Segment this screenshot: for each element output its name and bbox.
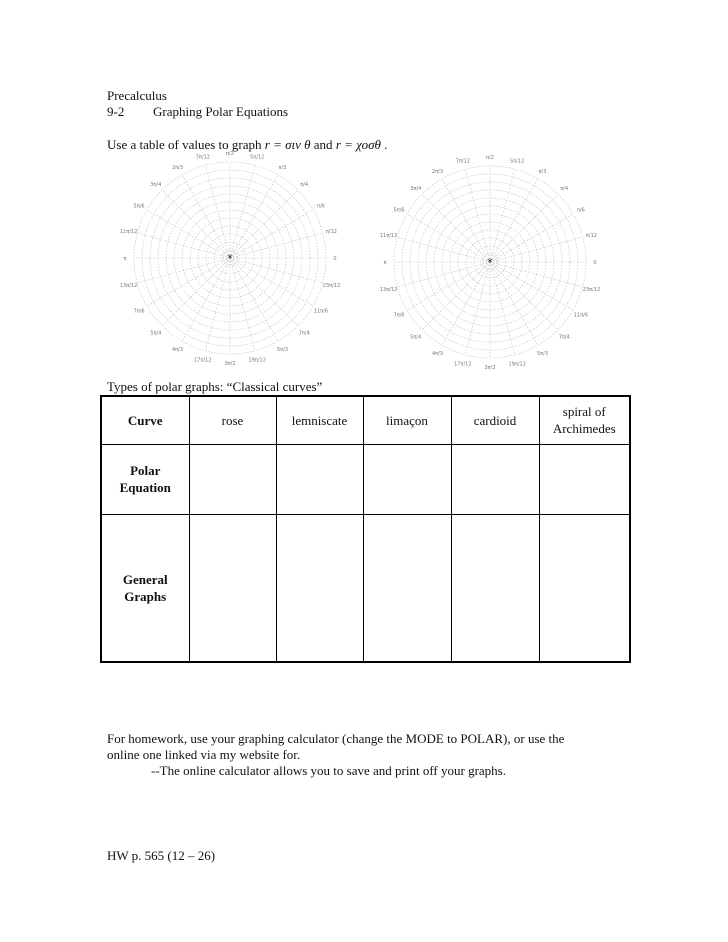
polar-right-ray (407, 262, 490, 310)
homework-line-1: For homework, use your graphing calculator (change the MODE to POLAR), or use the (107, 731, 565, 746)
polar-left-ray (182, 258, 230, 341)
polar-right-angle-label: 13π/12 (379, 287, 398, 294)
polar-right-ray (490, 262, 573, 310)
general-graphs-header-cell (101, 514, 189, 662)
polar-grid-left (105, 146, 355, 366)
polar-right-angle-label: 23π/12 (582, 287, 601, 294)
graph-cell-spiral (539, 514, 630, 662)
polar-left-angle-label: 2π/3 (171, 165, 184, 172)
polar-left-angle-label: 19π/12 (248, 357, 266, 364)
polar-right-angle-label: 7π/6 (393, 312, 405, 319)
polar-left-ray (230, 258, 255, 351)
curve-spiral-line1: spiral of (562, 404, 606, 420)
polar-right-angle-label: 11π/12 (379, 232, 398, 239)
homework-line-2: online one linked via my website for. (107, 747, 301, 762)
polar-left-center-mark: * (227, 254, 233, 264)
curve-rose: rose (189, 396, 276, 444)
polar-right-angle-label: 5π/12 (510, 158, 525, 165)
polar-equation-row (101, 444, 630, 514)
polar-right-angle-label: 7π/4 (558, 334, 570, 341)
polar-right-ray (407, 214, 490, 262)
polar-right-ray (422, 262, 490, 330)
polar-grid-right (365, 150, 615, 370)
polar-left-ray (230, 175, 278, 258)
instruction-prefix: Use a table of values to graph (107, 137, 265, 152)
curve-cardioid: cardioid (451, 396, 539, 444)
instruction-joiner: and (310, 137, 336, 152)
polar-right-angle-label: 17π/12 (454, 361, 472, 368)
homework-line-3: --The online calculator allows you to save and print off your graphs. (151, 763, 506, 778)
polar-right-angle-label: 19π/12 (508, 361, 526, 368)
polar-left-angle-label: 5π/6 (133, 203, 145, 210)
lesson-title: Graphing Polar Equations (153, 104, 289, 119)
polar-right-angle-label: π/3 (538, 169, 547, 176)
polar-right-ray (490, 214, 573, 262)
polar-left-angle-label: 5π/3 (276, 346, 289, 353)
polar-right-ray (490, 194, 558, 262)
polar-left-angle-label: π/6 (316, 203, 325, 210)
polar-left-angle-label: π/3 (278, 165, 287, 172)
polar-left-angle-label: 11π/12 (119, 228, 138, 235)
course-title: Precalculus (107, 88, 167, 103)
polar-right-angle-label: 5π/4 (410, 334, 422, 341)
curve-spiral (539, 396, 630, 444)
polar-left-ray (182, 175, 230, 258)
general-graphs-row (101, 514, 630, 662)
polar-right-angle-label: 7π/12 (455, 158, 470, 165)
polar-left-angle-label: 5π/4 (150, 330, 162, 337)
polar-right-center-mark: * (487, 258, 493, 268)
equation-cell-limacon (363, 444, 451, 514)
polar-right-angle-label: 3π/4 (410, 185, 422, 192)
polar-left-ray (230, 210, 313, 258)
polar-left-angle-label: 23π/12 (322, 283, 341, 290)
polar-right-angle-label: 11π/6 (573, 312, 589, 319)
polar-left-angle-label: 7π/12 (195, 154, 210, 161)
polar-left-angle-label: 11π/6 (313, 308, 329, 315)
lesson-heading (107, 104, 288, 120)
classical-curves-table (100, 395, 631, 663)
polar-left-angle-label: 13π/12 (119, 283, 138, 290)
types-heading: Types of polar graphs: “Classical curves” (107, 379, 323, 394)
polar-right-angle-label: 0 (593, 260, 597, 266)
polar-left-ray (230, 165, 255, 258)
polar-equation-header-cell (101, 444, 189, 514)
polar-right-ray (422, 194, 490, 262)
polar-right-ray (490, 169, 515, 262)
polar-left-ray (137, 233, 230, 258)
polar-left-angle-label: π (123, 256, 127, 262)
polar-right-ray (397, 237, 490, 262)
equation-cell-lemniscate (276, 444, 363, 514)
polar-right-angle-label: π/4 (560, 185, 569, 192)
polar-right-angle-label: 3π/2 (484, 365, 496, 370)
polar-left-angle-label: 7π/4 (298, 330, 310, 337)
polar-equation-line2: Equation (119, 480, 171, 495)
polar-right-angle-label: 5π/3 (536, 350, 549, 357)
polar-left-angle-label: 4π/3 (171, 346, 184, 353)
curve-spiral-line2: Archimedes (552, 421, 616, 437)
polar-right-angle-label: π/12 (585, 232, 597, 239)
polar-left-ray (230, 190, 298, 258)
polar-left-angle-label: π/4 (300, 181, 309, 188)
polar-right-ray (442, 262, 490, 345)
equation-cell-cardioid (451, 444, 539, 514)
polar-left-ray (230, 258, 298, 326)
polar-left-ray (162, 190, 230, 258)
equation-cell-spiral (539, 444, 630, 514)
equation-cell-rose (189, 444, 276, 514)
polar-right-ray (442, 179, 490, 262)
polar-left-angle-label: 5π/12 (250, 154, 265, 161)
polar-right-angle-label: 2π/3 (431, 169, 444, 176)
polar-right-angle-label: 4π/3 (431, 350, 444, 357)
polar-right-angle-label: π/6 (576, 207, 585, 214)
polar-left-ray (147, 210, 230, 258)
polar-right-angle-label: π (383, 260, 387, 266)
instruction-suffix: . (380, 137, 388, 152)
polar-right-ray (490, 262, 538, 345)
graph-cell-cardioid (451, 514, 539, 662)
polar-left-ray (230, 258, 278, 341)
polar-left-angle-label: 0 (333, 256, 337, 262)
graph-cell-limacon (363, 514, 451, 662)
polar-left-angle-label: 7π/6 (133, 308, 145, 315)
polar-right-angle-label: 5π/6 (393, 207, 405, 214)
curve-row (101, 396, 630, 444)
polar-right-ray (490, 262, 558, 330)
equation-cosine: r = χοσθ (335, 137, 381, 152)
homework-assignment: HW p. 565 (12 – 26) (107, 848, 216, 863)
curve-limacon: limaçon (363, 396, 451, 444)
graph-cell-rose (189, 514, 276, 662)
polar-left-ray (230, 258, 313, 306)
polar-left-ray (162, 258, 230, 326)
polar-left-angle-label: 17π/12 (194, 357, 212, 364)
polar-equation-line1: Polar (130, 463, 161, 478)
equation-sine: r = σιν θ (264, 137, 311, 152)
polar-right-angle-label: π/2 (486, 155, 494, 161)
polar-right-ray (490, 262, 515, 355)
general-graphs-line1: General (122, 571, 168, 587)
polar-left-angle-label: 3π/2 (224, 361, 236, 366)
general-graphs-line2: Graphs (124, 588, 167, 604)
curve-lemniscate: lemniscate (276, 396, 363, 444)
lesson-number: 9-2 (107, 104, 125, 119)
polar-left-angle-label: 3π/4 (150, 181, 162, 188)
graph-cell-lemniscate (276, 514, 363, 662)
polar-left-ray (147, 258, 230, 306)
polar-left-angle-label: π/12 (325, 228, 337, 235)
polar-left-angle-label: π/2 (226, 151, 234, 157)
curve-header-cell: Curve (101, 396, 189, 444)
polar-right-ray (490, 179, 538, 262)
